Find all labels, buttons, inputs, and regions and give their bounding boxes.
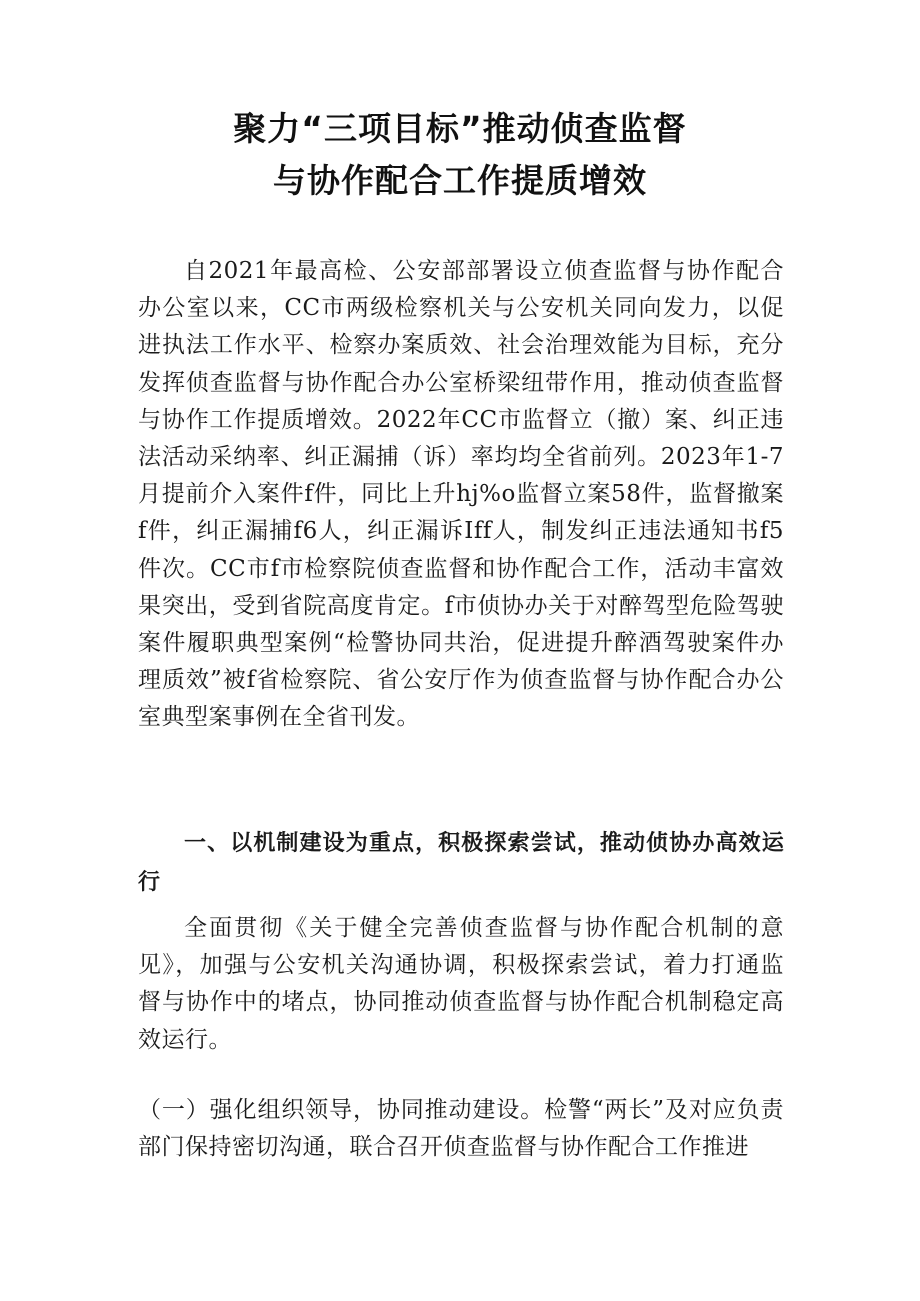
document-title-line-2: 与协作配合工作提质增效 xyxy=(273,161,647,200)
document-title-line-1: 聚力“三项目标”推动侦查监督 xyxy=(233,109,687,148)
intro-paragraph: 自2021年最高检、公安部部署设立侦查监督与协作配合办公室以来，CC市两级检察机关与公安机关同向发力，以促进执法工作水平、检察办案质效、社会治理效能为目标，充分发挥侦查监督与协作配合办公室桥梁纽带作用，推动侦查监督与协作工作提质增效。2022年CC市监督立（撤）案、纠正违法活动采纳率、纠正漏捕（诉）率均均全省前列。2023年1-7月提前介入案件f件，同比上升hj%o监督立案58件，监督撤案f件，纠正漏捕f6人，纠正漏诉Iff人，制发纠正违法通知书f5件次。CC市f市检察院侦查监督和协作配合工作，活动丰富效果突出，受到省院高度肯定。f市侦协办关于对醉驾型危险驾驶案件履职典型案例“检警协同共治，促进提升醉酒驾驶案件办理质效”被f省检察院、省公安厅作为侦查监督与协作配合办公室典型案事例在全省刊发。 xyxy=(138,258,784,731)
section-1-paragraph: 全面贯彻《关于健全完善侦查监督与协作配合机制的意见》，加强与公安机关沟通协调，积极探索尝试，着力打通监督与协作中的堵点，协同推动侦查监督与协作配合机制稳定高效运行。 xyxy=(138,915,784,1053)
subsection-1-paragraph: （一）强化组织领导，协同推动建设。检警“两长”及对应负责部门保持密切沟通，联合召开侦查监督与协作配合工作推进 xyxy=(138,1097,784,1161)
section-heading-1: 一、以机制建设为重点，积极探索尝试，推动侦协办高效运行 xyxy=(138,831,784,895)
